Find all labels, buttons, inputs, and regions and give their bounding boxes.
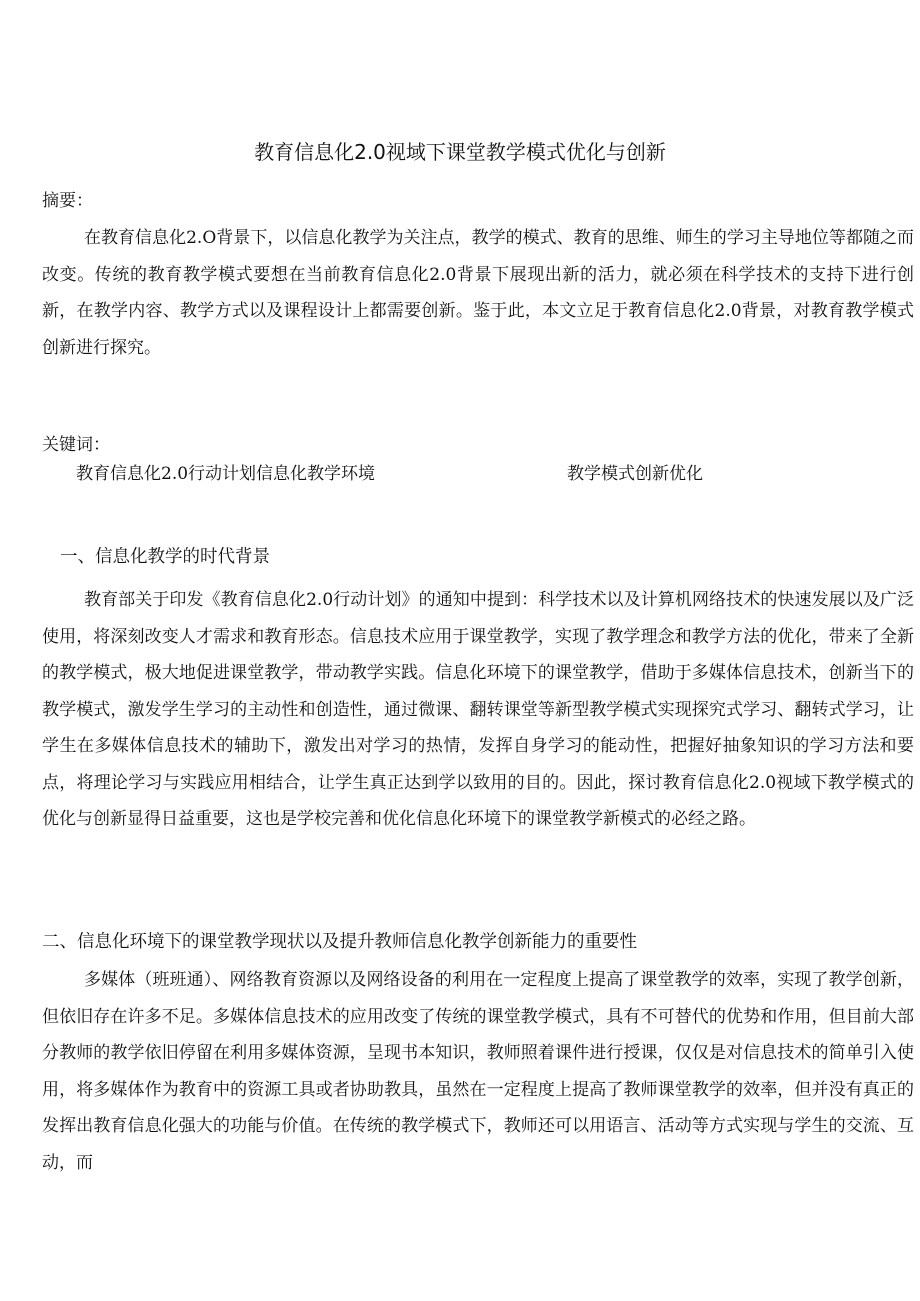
keywords-label: 关键词： [42,435,110,455]
keywords-right: 教学模式创新优化 [567,464,703,484]
abstract-label: 摘要： [42,191,93,211]
keywords-left: 教育信息化2.0行动计划信息化教学环境 [76,464,376,484]
abstract-paragraph: 在教育信息化2.O背景下，以信息化教学为关注点，教学的模式、教育的思维、师生的学习主导地位等都随之而改变。传统的教育教学模式要想在当前教育信息化2.0背景下展现出新的活力，就必须在科学技术的支持下进行创新，在教学内容、教学方式以及课程设计上都需要创新。鉴于此，本文立足于教育信息化2.0背景，对教育教学模式创新进行探究。 [42,228,914,358]
document-title: 教育信息化2.0视域下课堂教学模式优化与创新 [254,140,666,164]
section2-paragraph: 多媒体（班班通）、网络教育资源以及网络设备的利用在一定程度上提高了课堂教学的效率，实现了教学创新，但依旧存在许多不足。多媒体信息技术的应用改变了传统的课堂教学模式，具有不可替代的优势和作用，但目前大部分教师的教学依旧停留在利用多媒体资源，呈现书本知识，教师照着课件进行授课，仅仅是对信息技术的简单引入使用，将多媒体作为教育中的资源工具或者协助教具，虽然在一定程度上提高了教师课堂教学的效率，但并没有真正的发挥出教育信息化强大的功能与价值。在传统的教学模式下，教师还可以用语言、活动等方式实现与学生的交流、互动，而 [42,970,914,1173]
section2-heading: 二、信息化环境下的课堂教学现状以及提升教师信息化教学创新能力的重要性 [42,932,637,952]
section1-paragraph: 教育部关于印发《教育信息化2.0行动计划》的通知中提到：科学技术以及计算机网络技术的快速发展以及广泛使用，将深刻改变人才需求和教育形态。信息技术应用于课堂教学，实现了教学理念和教学方法的优化，带来了全新的教学模式，极大地促进课堂教学，带动教学实践。信息化环境下的课堂教学，借助于多媒体信息技术，创新当下的教学模式，激发学生学习的主动性和创造性，通过微课、翻转课堂等新型教学模式实现探究式学习、翻转式学习，让学生在多媒体信息技术的辅助下，激发出对学习的热情，发挥自身学习的能动性，把握好抽象知识的学习方法和要点，将理论学习与实践应用相结合，让学生真正达到学以致用的目的。因此，探讨教育信息化2.0视域下教学模式的优化与创新显得日益重要，这也是学校完善和优化信息化环境下的课堂教学新模式的必经之路。 [42,590,914,829]
section1-heading: 一、信息化教学的时代背景 [60,547,270,567]
